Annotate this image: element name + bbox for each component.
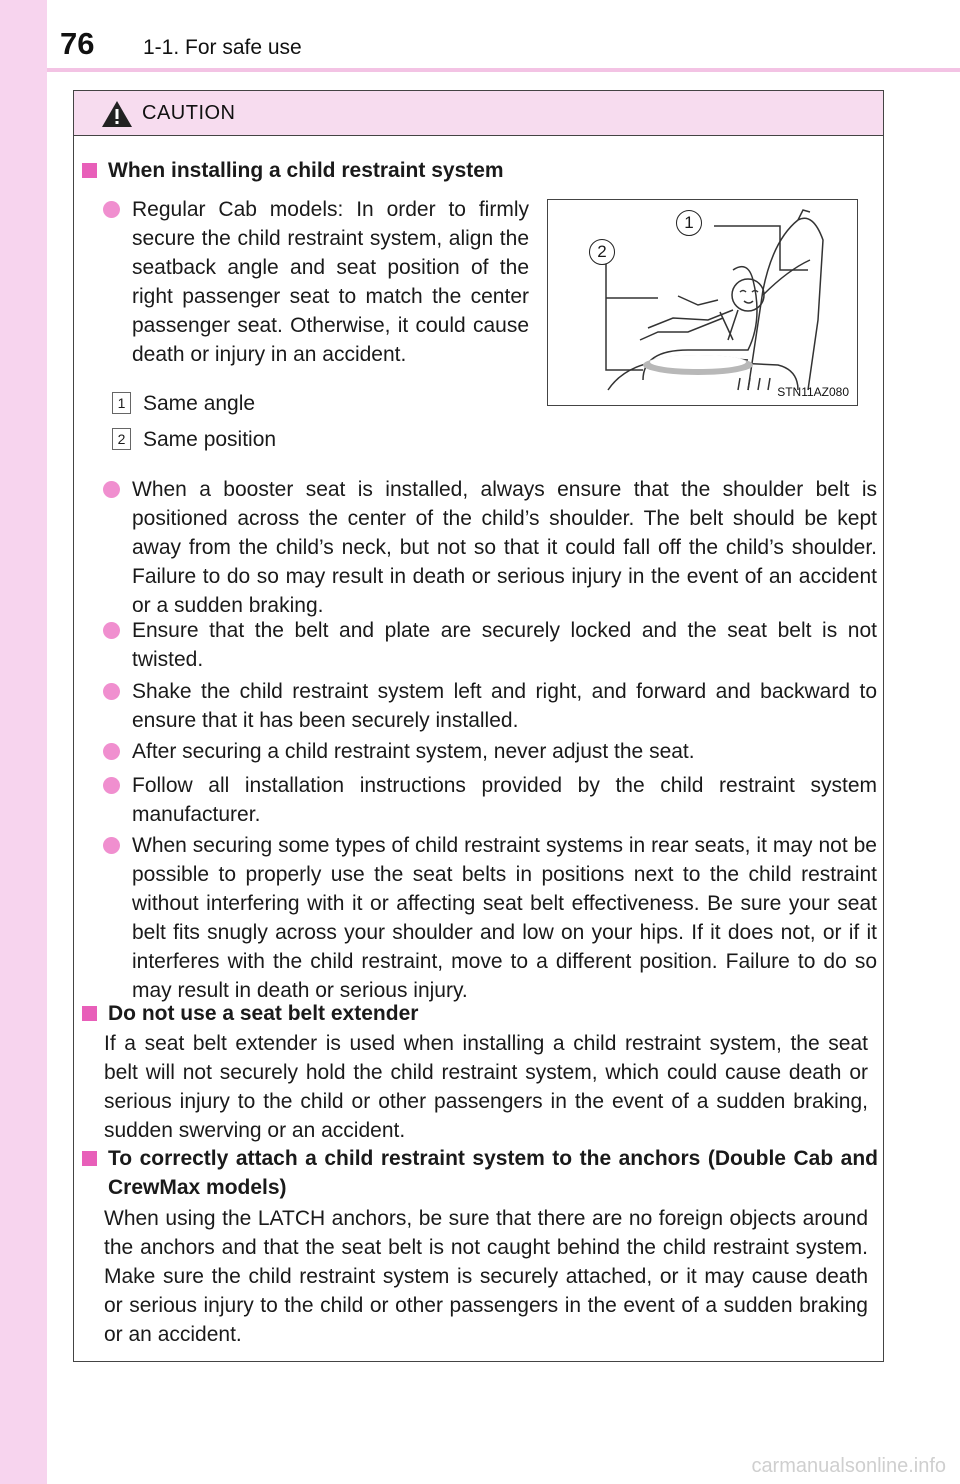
paragraph-extender: If a seat belt extender is used when installing a child restraint system, the seat belt will not securely hold the child restraint system, which could cause death or serious injury to the child or other passengers in the event of a sudden braking, sudden swerving or an accident. (104, 1032, 868, 1142)
heading-latch (82, 1144, 878, 1202)
square-bullet-icon (82, 1151, 97, 1166)
bullet-item (132, 831, 877, 1005)
section-title: 1-1. For safe use (143, 36, 302, 59)
bullet-text: Follow all installation instructions provided by the child restraint system manufacturer. (132, 774, 877, 826)
bullet-text: Ensure that the belt and plate are securely locked and the seat belt is not twisted. (132, 619, 877, 671)
circle-bullet-icon (103, 201, 120, 218)
heading-text: Do not use a seat belt extender (108, 1002, 419, 1025)
bullet-item (132, 616, 877, 674)
bullet-text: After securing a child restraint system, never adjust the seat. (132, 740, 695, 763)
square-bullet-icon (82, 1006, 97, 1021)
heading-installing (82, 156, 888, 185)
heading-text: To correctly attach a child restraint system to the anchors (Double Cab and CrewMax models) (108, 1147, 878, 1199)
callout-2: 2 (589, 239, 615, 265)
legend-number: 2 (112, 428, 131, 450)
heading-extender (82, 999, 888, 1028)
header-rule (47, 68, 960, 72)
bullet-item (132, 195, 529, 369)
bullet-item (132, 771, 877, 829)
legend-item (112, 428, 276, 452)
watermark: carmanualsonline.info (751, 1455, 946, 1477)
bullet-item (132, 475, 877, 620)
legend-number: 1 (112, 392, 131, 414)
side-band (0, 0, 47, 1484)
bullet-item (132, 677, 877, 735)
circle-bullet-icon (103, 622, 120, 639)
bullet-text: Shake the child restraint system left and right, and forward and backward to ensure that it has been securely installed. (132, 680, 877, 732)
square-bullet-icon (82, 163, 97, 178)
circle-bullet-icon (103, 683, 120, 700)
paragraph-latch: When using the LATCH anchors, be sure that there are no foreign objects around the anchors and that the seat belt is not caught behind the child restraint system. Make sure the child restraint system is securely attached, or it may cause death or serious injury to the child or other passengers in the event of a sudden braking or an accident. (104, 1207, 868, 1346)
circle-bullet-icon (103, 743, 120, 760)
bullet-item (132, 737, 877, 766)
caution-header (74, 91, 883, 136)
callout-1: 1 (676, 210, 702, 236)
seat-illustration (547, 199, 858, 406)
bullet-text: Regular Cab models: In order to firmly secure the child restraint system, align the seatback angle and seat position of the right passenger seat to match the center passenger seat. Otherwise, it could cause death or injury in an accident. (132, 198, 529, 366)
heading-text: When installing a child restraint system (108, 159, 504, 182)
child-seat-drawing (548, 200, 856, 404)
caution-label: CAUTION (142, 102, 236, 124)
circle-bullet-icon (103, 481, 120, 498)
legend-text: Same position (143, 428, 277, 451)
circle-bullet-icon (103, 837, 120, 854)
legend-item (112, 392, 255, 416)
page-number: 76 (60, 26, 95, 61)
bullet-text: When a booster seat is installed, always ensure that the shoulder belt is positioned across the center of the child’s shoulder. The belt should be kept away from the child’s neck, but not so that it could fall off the child’s shoulder. Failure to do so may result in death or serious injury in the event of an accident or a sudden braking. (132, 478, 877, 617)
legend-text: Same angle (143, 392, 256, 415)
circle-bullet-icon (103, 777, 120, 794)
bullet-text: When securing some types of child restraint systems in rear seats, it may not be possible to properly use the seat belts in positions next to the child restraint without interfering with it or affecting seat belt effectiveness. Be sure your seat belt fits snugly across your shoulder and low on your hips. If it does not, or if it interferes with the child restraint, move to a different position. Failure to do so may result in death or serious injury. (132, 834, 877, 1002)
warning-icon (100, 99, 134, 129)
figure-code: STN11AZ080 (777, 385, 849, 399)
